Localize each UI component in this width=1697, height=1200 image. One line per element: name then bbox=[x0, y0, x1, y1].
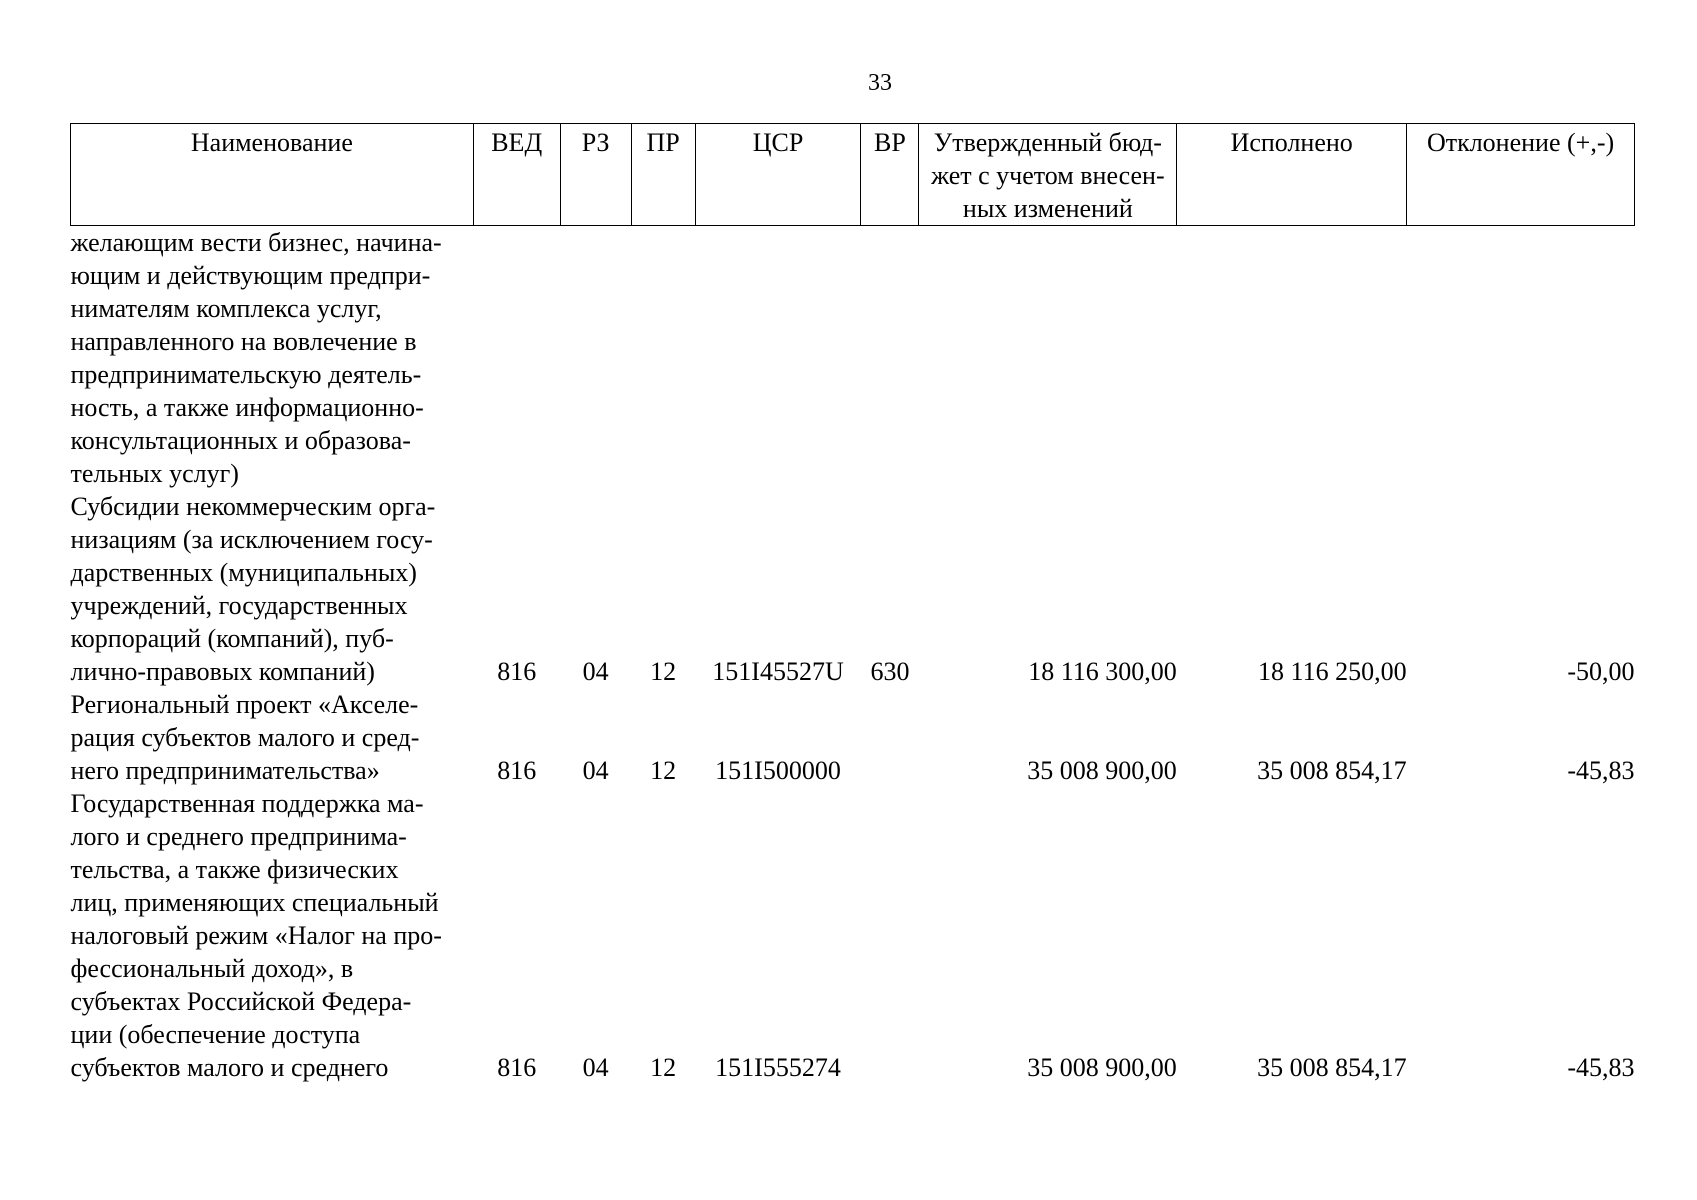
row-name: Государственная поддержка ма- лого и среднего предпринима- тельства, а также физических лиц, применяющих специальный налоговый режим «Налог на про- фессиональный доход», в субъектах Российской Федера- ции (обеспечение доступа субъектов малого и среднего bbox=[70, 789, 442, 1082]
header-approved: Утвержденный бюд- жет с учетом внесен- ных изменений bbox=[919, 124, 1177, 226]
row-deviation: -45,83 bbox=[1567, 1053, 1635, 1082]
row-deviation: -45,83 bbox=[1567, 756, 1635, 785]
header-pr: ПР bbox=[631, 124, 695, 226]
table-row bbox=[71, 787, 1635, 1084]
row-executed: 18 116 250,00 bbox=[1258, 657, 1407, 686]
header-csr: ЦСР bbox=[695, 124, 861, 226]
row-csr bbox=[695, 226, 861, 491]
table-row bbox=[71, 226, 1635, 491]
row-vr bbox=[861, 688, 919, 787]
row-pr: 12 bbox=[650, 657, 677, 686]
table-header-row bbox=[71, 124, 1635, 226]
row-pr: 12 bbox=[650, 756, 677, 785]
row-vr bbox=[861, 226, 919, 491]
row-approved: 18 116 300,00 bbox=[1028, 657, 1177, 686]
row-rz bbox=[560, 226, 631, 491]
row-executed: 35 008 854,17 bbox=[1257, 1053, 1407, 1082]
table-row bbox=[71, 688, 1635, 787]
row-pr bbox=[631, 226, 695, 491]
row-csr: 151I555274 bbox=[715, 1053, 841, 1082]
header-name: Наименование bbox=[71, 124, 474, 226]
row-name: Региональный проект «Акселе- рация субъектов малого и сред- него предпринимательства» bbox=[70, 690, 420, 785]
header-ved: ВЕД bbox=[473, 124, 560, 226]
row-rz: 04 bbox=[582, 1053, 609, 1082]
row-csr: 151I45527U bbox=[712, 657, 844, 686]
row-approved bbox=[919, 226, 1177, 491]
row-rz: 04 bbox=[582, 657, 609, 686]
page-number: 33 bbox=[868, 70, 892, 96]
row-executed: 35 008 854,17 bbox=[1257, 756, 1407, 785]
row-vr bbox=[861, 787, 919, 1084]
row-name: Субсидии некоммерческим орга- низациям (за исключением госу- дарственных (муниципальных) учреждений, государственных корпораций (компаний), пуб- лично-правовых компаний) bbox=[70, 492, 436, 686]
row-name: желающим вести бизнес, начина- ющим и действующим предпри- нимателям комплекса услуг, направленного на вовлечение в предпринимательскую деятель- ность, а также информационно- консультационных и образова- тельных услуг) bbox=[70, 228, 442, 488]
row-ved: 816 bbox=[497, 657, 537, 686]
row-pr: 12 bbox=[650, 1053, 677, 1082]
header-rz: РЗ bbox=[560, 124, 631, 226]
table-row bbox=[71, 490, 1635, 688]
row-deviation bbox=[1407, 226, 1635, 491]
row-ved: 816 bbox=[497, 1053, 537, 1082]
row-ved: 816 bbox=[497, 756, 537, 785]
budget-table bbox=[70, 123, 1635, 1084]
row-approved: 35 008 900,00 bbox=[1027, 1053, 1177, 1082]
row-deviation: -50,00 bbox=[1567, 657, 1635, 686]
header-deviation: Отклонение (+,-) bbox=[1407, 124, 1635, 226]
row-executed bbox=[1177, 226, 1407, 491]
row-approved: 35 008 900,00 bbox=[1027, 756, 1177, 785]
row-csr: 151I500000 bbox=[715, 756, 841, 785]
row-ved bbox=[473, 226, 560, 491]
header-vr: ВР bbox=[861, 124, 919, 226]
row-vr: 630 bbox=[870, 657, 910, 686]
header-executed: Исполнено bbox=[1177, 124, 1407, 226]
row-rz: 04 bbox=[582, 756, 609, 785]
